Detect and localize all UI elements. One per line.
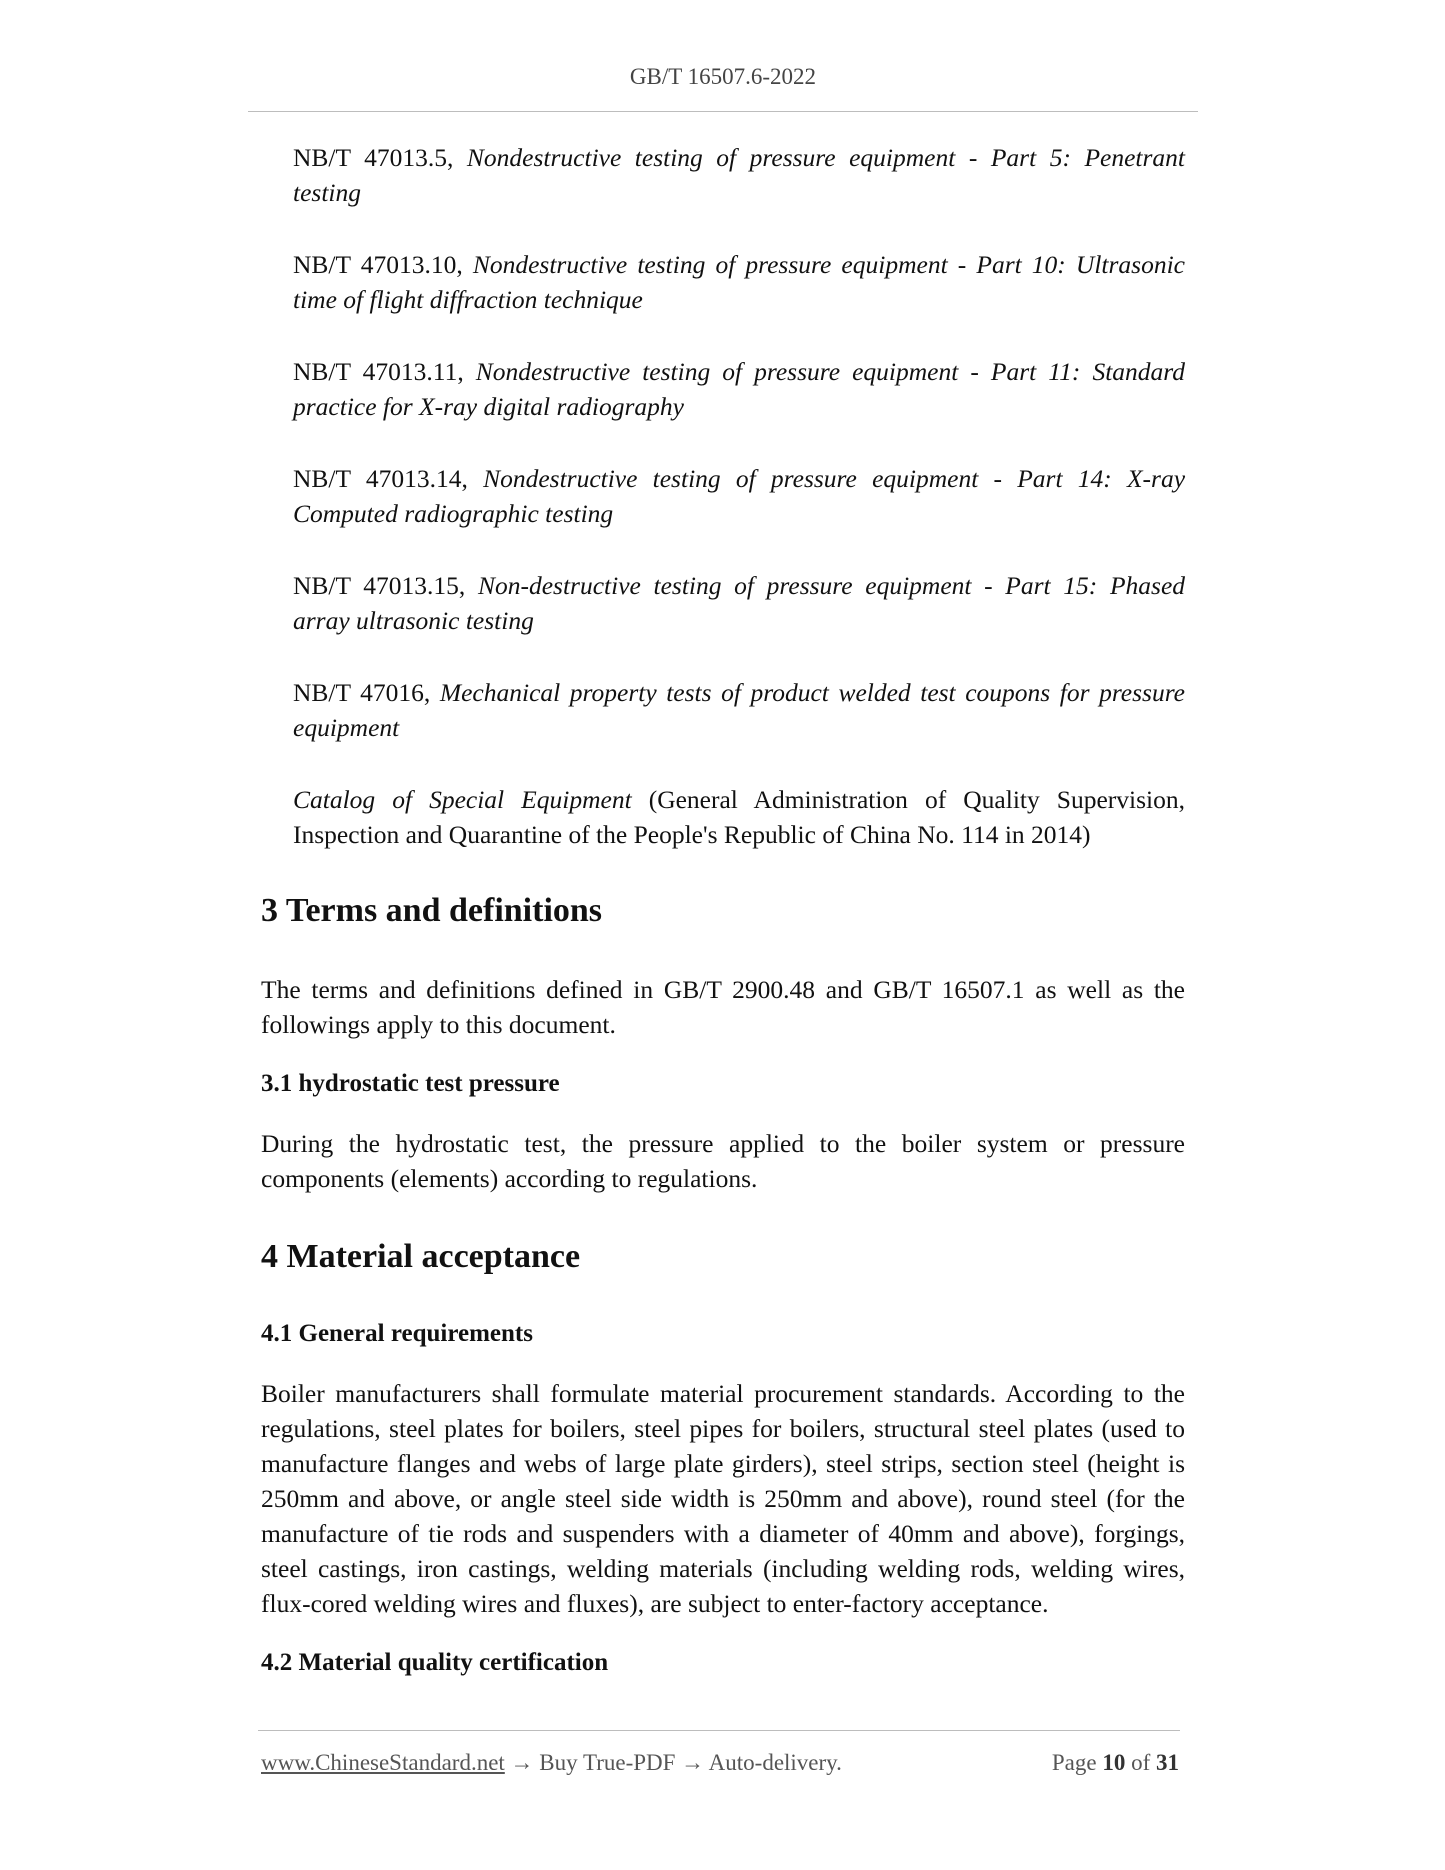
reference-code: NB/T 47013.5, [293,143,454,172]
section-3-1-text: During the hydrostatic test, the pressure applied to the boiler system or pressure components (elements) according to regulations. [261,1129,1185,1193]
page-header: GB/T 16507.6-2022 [629,64,817,89]
website-link[interactable]: www.ChineseStandard.net [261,1750,505,1775]
catalog-description: (General Administration of Quality Supervision, Inspection and Quarantine of the People's Republic of China No. 114 in 2014) [293,785,1185,849]
reference-code: NB/T 47016, [293,678,431,707]
reference-code: NB/T 47013.14, [293,464,468,493]
section-3-heading: 3 Terms and definitions [261,892,603,929]
section-3-1-heading: 3.1 hydrostatic test pressure [261,1070,560,1097]
footer-divider [258,1730,1180,1731]
reference-item [293,140,1185,210]
page-indicator [1052,1750,1179,1776]
reference-title: Nondestructive testing of pressure equipment - Part 5: Penetrant testing [293,143,1186,207]
section-3-intro: The terms and definitions defined in GB/T 2900.48 and GB/T 16507.1 as well as the followings apply to this document. [261,975,1185,1039]
reference-item [293,675,1185,745]
reference-code: NB/T 47013.15, [293,571,466,600]
of-label: of [1131,1750,1151,1775]
reference-item-catalog [293,782,1185,852]
page-number: 10 [1102,1750,1126,1775]
reference-title: Mechanical property tests of product welded test coupons for pressure equipment [293,678,1186,742]
document-body [261,140,1185,1705]
reference-code: NB/T 47013.11, [293,357,464,386]
reference-title: Nondestructive testing of pressure equipment - Part 10: Ultrasonic time of flight diffraction technique [293,250,1185,314]
footer-promo [261,1750,842,1776]
page-total: 31 [1156,1750,1179,1775]
header-divider [248,111,1198,112]
reference-item [293,247,1185,317]
section-4-heading: 4 Material acceptance [261,1238,581,1275]
reference-title: Nondestructive testing of pressure equipment - Part 11: Standard practice for X-ray digital radiography [293,357,1186,421]
section-4-2-heading: 4.2 Material quality certification [261,1649,609,1676]
reference-code: NB/T 47013.10, [293,250,463,279]
reference-item [293,461,1185,531]
reference-item [293,568,1185,638]
reference-item [293,354,1185,424]
footer-tagline: → Buy True-PDF → Auto-delivery. [504,1750,842,1775]
page-label: Page [1051,1750,1097,1775]
reference-title: Nondestructive testing of pressure equipment - Part 14: X-ray Computed radiographic testing [293,464,1186,528]
section-4-1-text: Boiler manufacturers shall formulate material procurement standards. According to the regulations, steel plates for boilers, steel pipes for boilers, structural steel plates (used to manufacture flanges and webs of large plate girders), steel strips, section steel (height is 250mm and above, or angle steel side width is 250mm and above), round steel (for the manufacture of tie rods and suspenders with a diameter of 40mm and above), forgings, steel castings, iron castings, welding materials (including welding rods, welding wires, flux-cored welding wires and fluxes), are subject to enter-factory acceptance. [261,1379,1185,1618]
reference-title: Non-destructive testing of pressure equipment - Part 15: Phased array ultrasonic testing [293,571,1186,635]
section-4-1-heading: 4.1 General requirements [261,1320,533,1347]
catalog-title: Catalog of Special Equipment [293,785,632,814]
